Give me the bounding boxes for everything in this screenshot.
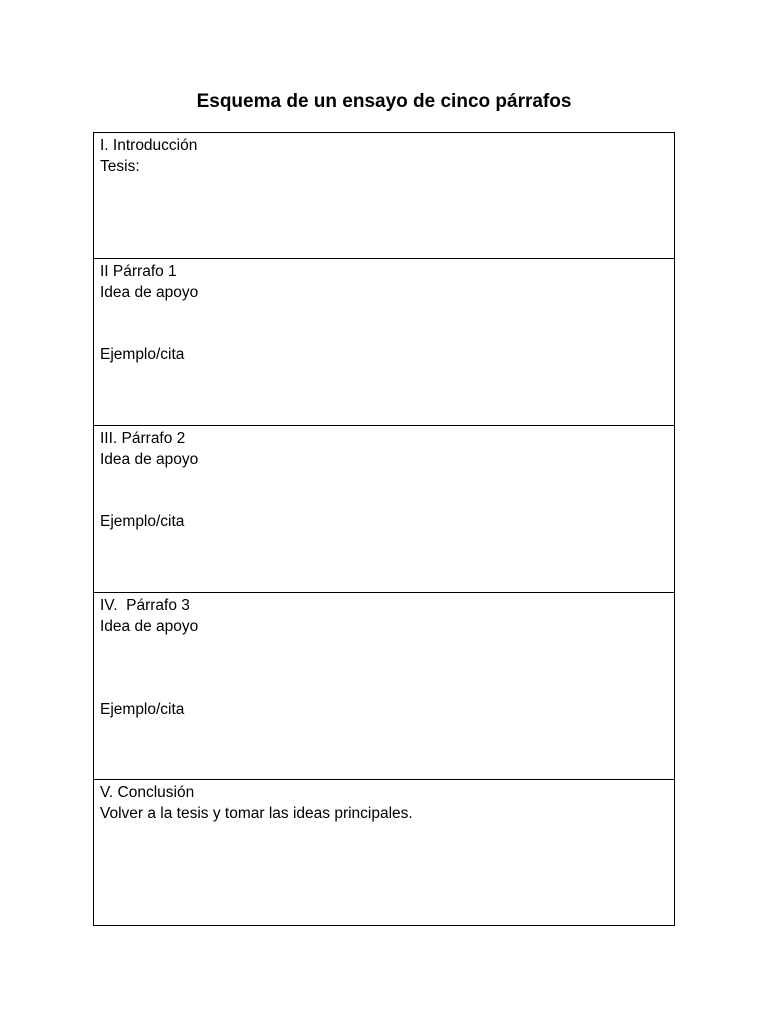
section-heading: II Párrafo 1 <box>100 263 177 280</box>
example-label: Ejemplo/cita <box>100 346 185 363</box>
conclusion-instruction: Volver a la tesis y tomar las ideas principales. <box>100 805 413 822</box>
section-heading: IV. Párrafo 3 <box>100 597 190 614</box>
section-paragraph-3 <box>94 593 674 780</box>
support-idea-label: Idea de apoyo <box>100 618 199 635</box>
support-idea-label: Idea de apoyo <box>100 451 199 468</box>
section-heading: III. Párrafo 2 <box>100 430 186 447</box>
section-heading: I. Introducción <box>100 137 198 154</box>
outline-table <box>93 132 675 926</box>
example-label: Ejemplo/cita <box>100 701 185 718</box>
section-conclusion <box>94 780 674 925</box>
thesis-label: Tesis: <box>100 158 140 175</box>
example-label: Ejemplo/cita <box>100 513 185 530</box>
section-introduction <box>94 133 674 259</box>
support-idea-label: Idea de apoyo <box>100 284 199 301</box>
document-title: Esquema de un ensayo de cinco párrafos <box>196 91 572 112</box>
section-heading: V. Conclusión <box>100 784 195 801</box>
section-paragraph-1 <box>94 259 674 426</box>
section-paragraph-2 <box>94 426 674 593</box>
